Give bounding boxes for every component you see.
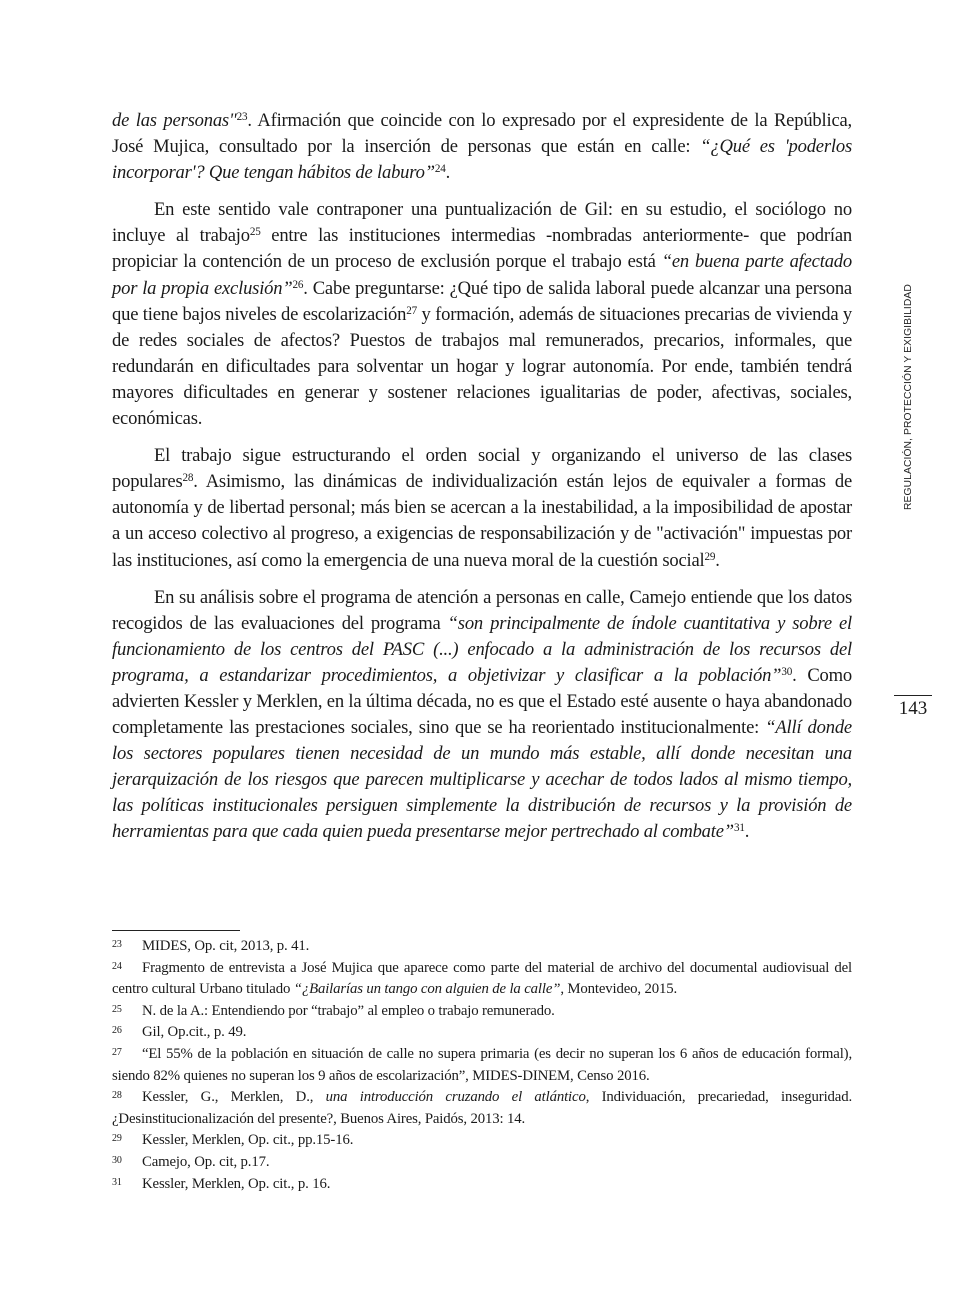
page-number: 143 xyxy=(894,695,932,720)
footnote-number: 24 xyxy=(112,960,122,972)
footnote-text: Kessler, Merklen, Op. cit., p. 16. xyxy=(142,1175,331,1192)
footnote-text: MIDES, Op. cit, 2013, p. 41. xyxy=(142,938,310,954)
text-span: . Como advierten Kessler y Merklen, en la última década, no es que el Estado esté ausente o haya abandonado completamente las prestaciones sociales, sino que se ha reorientado institucionalmente: xyxy=(112,664,852,739)
footnote-ref-27[interactable]: 27 xyxy=(406,304,417,317)
footnote-text: Fragmento de entrevista a José Mujica que aparece como parte del material de archivo del documental audiovisual del centro cultural Urbano titulado xyxy=(112,959,852,998)
text-span: En su análisis sobre el programa de atención a personas en calle, Camejo entiende que los datos recogidos de las evaluaciones del programa xyxy=(112,586,852,634)
footnote-title: una introducción cruzando el atlántico xyxy=(325,1089,586,1106)
main-text xyxy=(112,108,852,857)
text-span: . xyxy=(744,821,750,843)
footnote-number: 25 xyxy=(112,1003,122,1015)
paragraph-1 xyxy=(112,108,852,186)
footnote-text: N. de la A.: Entendiendo por “trabajo” al empleo o trabajo remunerado. xyxy=(142,1002,555,1019)
quote: “¿Qué es 'poderlos incorporar'? Que tengan hábitos de laburo” xyxy=(112,136,852,184)
text-span: . xyxy=(445,162,451,184)
text-span: y formación, además de situaciones precarias de vivienda y de redes sociales de afectos? Puestos de trabajos mal remunerados, precarios, informales, que redundarán en dificultades para solventar un hogar y lograr autonomía. Por ende, también tendrá mayores dificultades en generar y sostener relaciones igualitarias de poder, afectivas, sociales, económicas. xyxy=(112,303,853,430)
text-span: El trabajo sigue estructurando el orden social y organizando el universo de las clases populares xyxy=(112,445,852,493)
quote: “en buena parte afectado por la propia exclusión” xyxy=(112,251,852,299)
footnote-28 xyxy=(112,1087,852,1130)
footnote-25 xyxy=(112,1001,852,1023)
footnote-number: 29 xyxy=(112,1133,122,1145)
footnote-text: “El 55% de la población en situación de calle no supera primaria (es decir no superan los 6 años de educación formal), siendo 82% quienes no superan los 9 años de escolarización”, MIDES-DINEM, Censo 2016. xyxy=(112,1045,852,1084)
text-span: . Afirmación que coincide con lo expresado por el expresidente de la República, José Mujica, consultado por la inserción de personas que están en calle: xyxy=(112,110,853,158)
footnotes xyxy=(112,936,852,1195)
quote: “Allí donde los sectores populares tienen necesidad de un mundo más estable, allí donde necesitan una jerarquización de los riesgos que parecen multiplicarse y acechar de todos lados al mismo tiempo, las políticas institucionales persiguen simplemente la distribución de recursos y la provisión de herramientas para que cada quien pueda presentarse mejor pertrechado al combate” xyxy=(112,717,852,843)
footnote-number: 23 xyxy=(112,939,122,950)
footnote-number: 26 xyxy=(112,1025,122,1037)
footnote-text: , Montevideo, 2015. xyxy=(560,981,678,998)
footnote-text: Gil, Op.cit., p. 49. xyxy=(142,1024,247,1041)
text-span: . Asimismo, las dinámicas de individualización están lejos de equivaler a formas de autonomía y de libertad personal; más bien se acercan a la inestabilidad, a la imposibilidad de apostar a un acceso colectivo al progreso, a exigencias de responsabilización y de "activación" impuestas por las instituciones, así como la emergencia de una nueva moral de la cuestión social xyxy=(112,471,852,571)
footnote-ref-30[interactable]: 30 xyxy=(781,665,793,678)
footnote-title: “¿Bailarías un tango con alguien de la calle” xyxy=(293,981,561,998)
footnote-number: 28 xyxy=(112,1090,122,1102)
footnote-26 xyxy=(112,1022,852,1044)
footnote-number: 30 xyxy=(112,1154,122,1166)
footnote-text: Camejo, Op. cit, p.17. xyxy=(142,1153,270,1170)
quote: de las personas" xyxy=(112,110,237,131)
footnote-ref-24[interactable]: 24 xyxy=(434,163,446,176)
footnote-text: , Individuación, precariedad, inseguridad. ¿Desinstitucionalización del presente?, Buenos Aires, Paidós, 2013: 14. xyxy=(112,1089,852,1127)
footnote-ref-25[interactable]: 25 xyxy=(249,226,261,239)
text-span: . xyxy=(715,549,720,571)
running-head: REGULACIÓN, PROTECCIÓN Y EXIGIBILIDAD xyxy=(903,284,914,510)
text-span: En este sentido vale contraponer una puntualización de Gil: en su estudio, el sociólogo no incluye al trabajo xyxy=(112,199,852,247)
footnote-31 xyxy=(112,1174,852,1196)
paragraph-2 xyxy=(112,197,852,432)
footnote-30 xyxy=(112,1152,852,1174)
quote: “son principalmente de índole cuantitativa y sobre el funcionamiento de los centros del PASC (...) enfocado a la administración de los recursos del programa, a estandarizar procedimientos, a objetivizar y clasificar a la población” xyxy=(112,612,852,686)
footnote-27 xyxy=(112,1044,852,1087)
footnote-text: Kessler, G., Merklen, D., xyxy=(142,1089,326,1106)
footnote-24 xyxy=(112,958,852,1001)
text-span: entre las instituciones intermedias -nombradas anteriormente- que podrían propiciar la contención de un proceso de exclusión porque el trabajo está xyxy=(112,225,853,273)
footnote-ref-29[interactable]: 29 xyxy=(704,550,716,563)
text-span: . Cabe preguntarse: ¿Qué tipo de salida laboral puede alcanzar una persona que tiene bajos niveles de escolarización xyxy=(112,277,852,325)
footnote-number: 27 xyxy=(112,1046,122,1058)
paragraph-3 xyxy=(112,443,852,573)
footnote-29 xyxy=(112,1130,852,1152)
footnote-ref-28[interactable]: 28 xyxy=(182,472,194,485)
footnote-ref-26[interactable]: 26 xyxy=(292,278,304,291)
paragraph-4 xyxy=(112,585,852,846)
footnote-text: Kessler, Merklen, Op. cit., pp.15-16. xyxy=(142,1132,354,1149)
footnote-ref-23[interactable]: 23 xyxy=(236,110,248,123)
footnote-divider xyxy=(112,930,240,931)
footnote-23 xyxy=(112,936,852,958)
footnote-number: 31 xyxy=(112,1176,122,1188)
footnote-ref-31[interactable]: 31 xyxy=(733,822,745,835)
